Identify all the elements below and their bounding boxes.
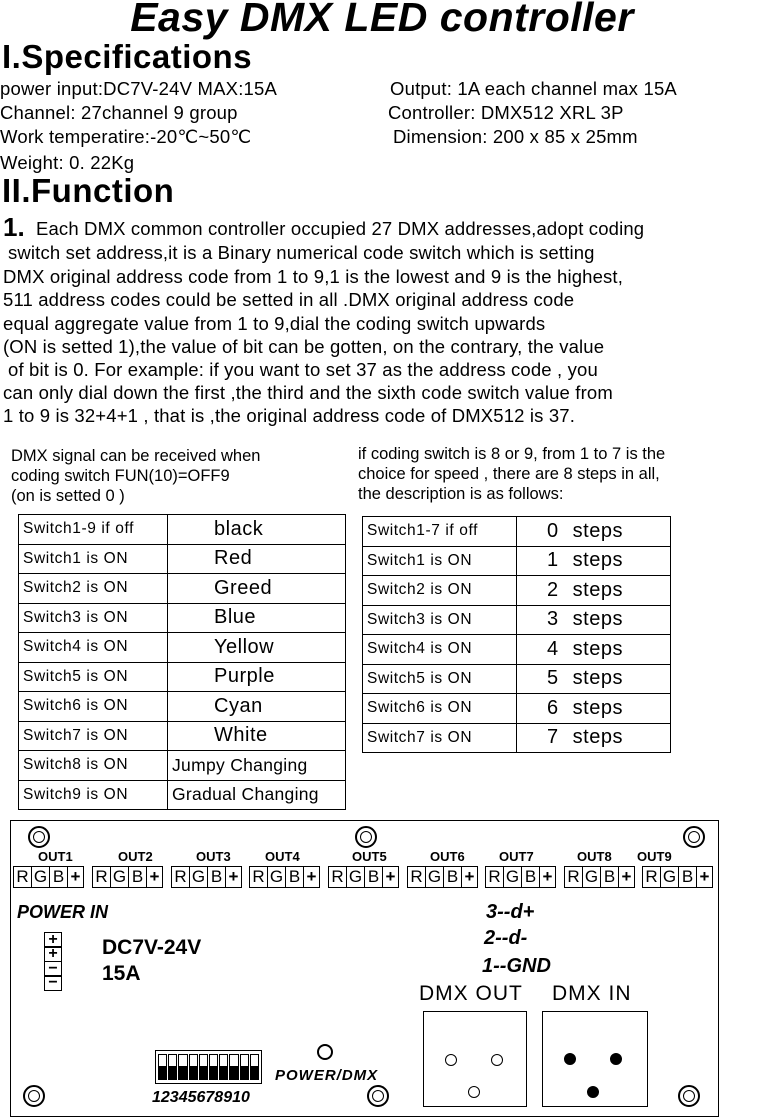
dmx-in-connector-icon [542,1011,648,1107]
power-current: 15A [102,962,141,985]
color-switch-table [18,514,346,810]
function-line: of bit is 0. For example: if you want to set 37 as the address code , you [8,359,598,380]
output-label: OUT9 [637,849,672,864]
mounting-screw-icon [678,1085,700,1107]
function-line: DMX original address code from 1 to 9,1 is the lowest and 9 is the highest, [3,266,624,287]
pin-label: 3--d+ [486,901,535,923]
table-row: Switch9 is ON Gradual Changing [19,780,346,810]
table-row: Switch3 is ON Blue [19,603,346,633]
mounting-screw-icon [28,826,50,848]
power-terminal-block: + + − − [44,933,62,991]
table-row: Switch1-7 if off 0 steps [363,517,671,547]
function-line: can only dial down the first ,the third and the sixth code switch value from [3,382,613,403]
spec-channel: Channel: 27channel 9 group [0,102,238,123]
speed-steps-table [362,516,671,753]
table-row: Switch5 is ON 5 steps [363,664,671,694]
function-line: 511 address codes could be setted in all .DMX original address code [3,289,575,310]
dip-switch-numbers: 12345678910 [152,1089,250,1106]
table-row: Switch4 is ON Yellow [19,633,346,663]
rgb-terminal-block: R G B + [564,866,635,888]
table-row: Switch5 is ON Purple [19,662,346,692]
dip-switch-icon [155,1050,262,1084]
power-dmx-led-icon [317,1044,333,1060]
mounting-screw-icon [355,826,377,848]
output-label: OUT3 [196,849,231,864]
mounting-screw-icon [23,1085,45,1107]
output-label: OUT4 [265,849,300,864]
function-line: (ON is setted 1),the value of bit can be gotten, on the contrary, the value [3,336,605,357]
table-row: Switch3 is ON 3 steps [363,605,671,635]
output-label: OUT1 [38,849,73,864]
table-row: Switch7 is ON White [19,721,346,751]
section-heading-function: II.Function [2,172,175,209]
power-in-label: POWER IN [17,902,109,922]
table-row: Switch1-9 if off black [19,515,346,545]
table-row: Switch1 is ON Red [19,544,346,574]
power-voltage: DC7V-24V [102,936,202,959]
rgb-terminal-block: R G B + [328,866,399,888]
table-row: Switch7 is ON 7 steps [363,723,671,753]
pin-label: 1--GND [482,955,551,977]
output-label: OUT2 [118,849,153,864]
spec-power-input: power input:DC7V-24V MAX:15A [0,78,278,99]
note-speed-choice: if coding switch is 8 or 9, from 1 to 7 is the choice for speed , there are 8 steps in all, the description is as follows: [358,445,666,503]
table-row: Switch2 is ON 2 steps [363,576,671,606]
rgb-terminal-block: R G B + [92,866,163,888]
dmx-out-connector-icon [423,1011,527,1107]
rgb-terminal-block: R G B + [249,866,320,888]
spec-controller: Controller: DMX512 XRL 3P [388,102,624,123]
function-line: 1 to 9 is 32+4+1 , that is ,the original address code of DMX512 is 37. [3,405,576,426]
power-dmx-label: POWER/DMX [275,1067,379,1084]
output-label: OUT5 [352,849,387,864]
function-line: equal aggregate value from 1 to 9,dial the coding switch upwards [3,313,546,334]
table-row: Switch4 is ON 4 steps [363,635,671,665]
function-item-number: 1. [3,212,25,242]
dmx-in-label: DMX IN [552,982,632,1005]
table-row: Switch8 is ON Jumpy Changing [19,751,346,781]
spec-weight: Weight: 0. 22Kg [0,152,135,173]
rgb-terminal-block: R G B + [407,866,478,888]
pin-label: 2--d- [484,927,528,949]
output-label: OUT6 [430,849,465,864]
mounting-screw-icon [683,826,705,848]
controller-board-diagram [10,820,719,1117]
document-title: Easy DMX LED controller [130,0,634,40]
spec-dimension: Dimension: 200 x 85 x 25mm [393,126,638,147]
function-line: switch set address,it is a Binary numerical code switch which is setting [8,242,595,263]
table-row: Switch6 is ON Cyan [19,692,346,722]
rgb-terminal-block: R G B + [171,866,242,888]
table-row: Switch2 is ON Greed [19,574,346,604]
output-label: OUT8 [577,849,612,864]
rgb-terminal-block: R G B + [485,866,556,888]
table-row: Switch6 is ON 6 steps [363,694,671,724]
spec-work-temperature: Work temperatire:-20℃~50℃ [0,126,252,147]
function-line: Each DMX common controller occupied 27 DMX addresses,adopt coding [36,218,645,239]
mounting-screw-icon [367,1085,389,1107]
table-row: Switch1 is ON 1 steps [363,546,671,576]
dmx-out-label: DMX OUT [419,982,523,1005]
rgb-terminal-block: R G B + [13,866,84,888]
output-label: OUT7 [499,849,534,864]
note-dmx-signal: DMX signal can be received when coding switch FUN(10)=OFF9 (on is setted 0 ) [11,447,261,505]
rgb-terminal-block: R G B + [642,866,713,888]
section-heading-specifications: I.Specifications [2,38,253,75]
spec-output: Output: 1A each channel max 15A [390,78,677,99]
